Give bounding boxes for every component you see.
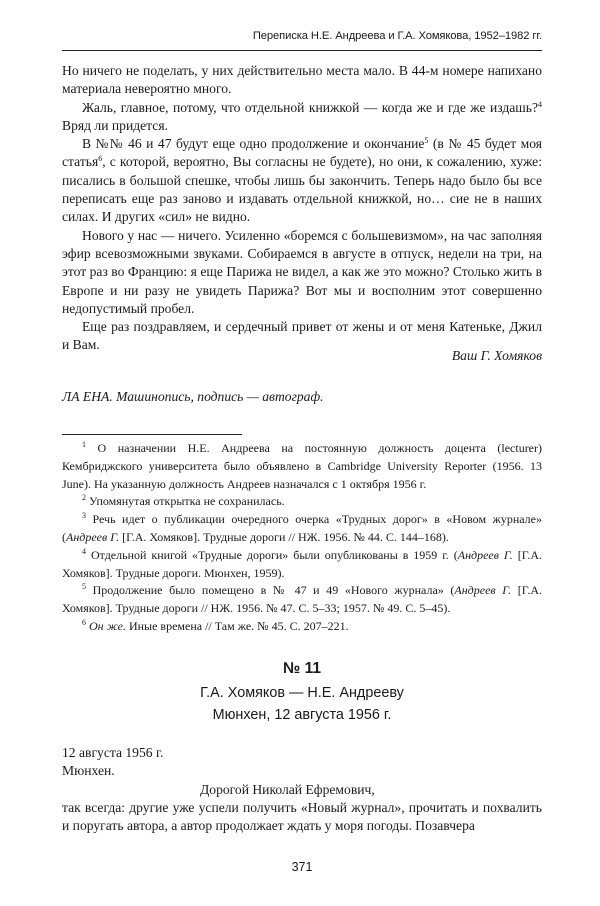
- footnote-2: [62, 493, 542, 511]
- footnote-4-number: 4: [82, 546, 86, 556]
- footnote-3-pre: Речь идет о публикации очередного очерка «Трудных дорог» в «Новом журнале» (: [62, 512, 542, 544]
- footnote-1: [62, 440, 542, 493]
- footnote-3: [62, 511, 542, 547]
- footnote-2-text: Упомянутая открытка не сохранилась.: [89, 494, 285, 509]
- footnote-4-author: Андреев Г.: [457, 547, 513, 562]
- document-place-date: Мюнхен, 12 августа 1956 г.: [212, 707, 392, 723]
- book-page: [62, 0, 542, 906]
- paragraph-3: [62, 135, 542, 226]
- letter-date: 12 августа 1956 г.: [62, 745, 164, 760]
- footnote-5-number: 5: [82, 582, 86, 592]
- document-correspondents: Г.А. Хомяков — Н.Е. Андрееву: [200, 685, 404, 701]
- paragraph-2: [62, 99, 542, 136]
- footnote-3-author: Андреев Г.: [66, 529, 120, 544]
- footnote-4: [62, 547, 542, 583]
- document-number: № 11: [283, 660, 321, 677]
- archive-note: ЛА ЕНА. Машинопись, подпись — автограф.: [62, 389, 324, 404]
- footnote-rule: [62, 434, 242, 435]
- letter-greeting: Дорогой Николай Ефремович,: [200, 781, 375, 797]
- page-number: 371: [291, 860, 313, 874]
- letter-city: Мюнхен.: [62, 763, 115, 779]
- paragraph-4: Нового у нас — ничего. Усиленно «боремся с большевизмом», на час заполняя эфир всевозможными звуками. Собираемся в августе в отпуск, недели на три, на этот раз во Францию: я еще Парижа не видел, а как же это можно? Столько жить в Европе и ни разу не увидеть Парижа? Вот мы и восполним этот совершенно недопустимый пробел.: [62, 227, 542, 316]
- footnote-mark-5: 5: [424, 136, 429, 146]
- paragraph-1: Но ничего не поделать, у них действительно места мало. В 44-м номере напихано материала невероятно много.: [62, 63, 542, 97]
- footnote-5: [62, 582, 542, 618]
- footnote-mark-6: 6: [98, 154, 103, 164]
- footnote-4-text: [Г.А. Хомяков]. Трудные дороги. Мюнхен, 1959).: [62, 547, 542, 580]
- footnote-6-author: Он же.: [89, 618, 126, 633]
- footnote-5-text: [Г.А. Хомяков]. Трудные дороги // НЖ. 1956. № 47. С. 5–33; 1957. № 49. С. 5–45).: [62, 583, 543, 616]
- new-letter: [62, 744, 542, 835]
- footnote-2-number: 2: [82, 493, 86, 503]
- paragraph-2-text-b: Вряд ли придется.: [62, 117, 168, 133]
- running-head: Переписка Н.Е. Андреева и Г.А. Хомякова, 1952–1982 гг.: [252, 30, 542, 42]
- header-rule: [62, 50, 542, 51]
- paragraph-2-text-a: Жаль, главное, потому, что отдельной книжкой — когда же и где же издашь?: [82, 99, 538, 115]
- footnote-3-text: [Г.А. Хомяков]. Трудные дороги // НЖ. 1956. № 44. С. 144–168).: [119, 529, 449, 544]
- footnote-6: [62, 618, 542, 636]
- footnote-mark-4: 4: [538, 99, 542, 109]
- signature: Ваш Г. Хомяков: [451, 348, 542, 363]
- letter-body: так всегда: другие уже успели получить «Новый журнал», прочитать и похвалить и поругать автора, а автор продолжает ждать у моря погоды. Позавчера: [62, 799, 542, 834]
- footnote-6-text: Иные времена // Там же. № 45. С. 207–221.: [125, 618, 349, 633]
- footnote-3-number: 3: [82, 511, 86, 521]
- paragraph-3-text-c: , с которой, вероятно, Вы согласны не будете), но они, к сожалению, хуже: писались в большой спешке, чтобы лишь бы закончить. Теперь надо было бы все переписать еще раз заново и издавать отдельной книжкой, но… сие не в наших силах. И других «сил» не видно.: [62, 154, 542, 225]
- footnote-5-author: Андреев Г.: [454, 583, 512, 598]
- footnotes: [62, 440, 542, 636]
- paragraph-5: Еще раз поздравляем, и сердечный привет от жены и от меня Катеньке, Джил и Вам.: [62, 319, 542, 353]
- footnote-6-number: 6: [82, 617, 86, 627]
- footnote-1-number: 1: [82, 440, 86, 449]
- footnote-5-pre: Продолжение было помещено в № 47 и 49 «Нового журнала» (: [92, 583, 455, 598]
- paragraph-3-text-b: (в № 45 будет моя статья: [62, 136, 542, 170]
- footnote-1-text: О назначении Н.Е. Андреева на постоянную должность доцента (lecturer) Кембриджского университета было объявлено в Cambridge University Reporter (1956. 13 June). На указанную должность Андреев назначался с 1 октября 1956 г.: [62, 441, 543, 491]
- paragraph-3-text-a: В №№ 46 и 47 будут еще одно продолжение и окончание: [82, 136, 425, 152]
- footnote-4-pre: Отдельной книгой «Трудные дороги» были опубликованы в 1959 г. (: [90, 547, 458, 562]
- letter-continuation: [62, 62, 542, 355]
